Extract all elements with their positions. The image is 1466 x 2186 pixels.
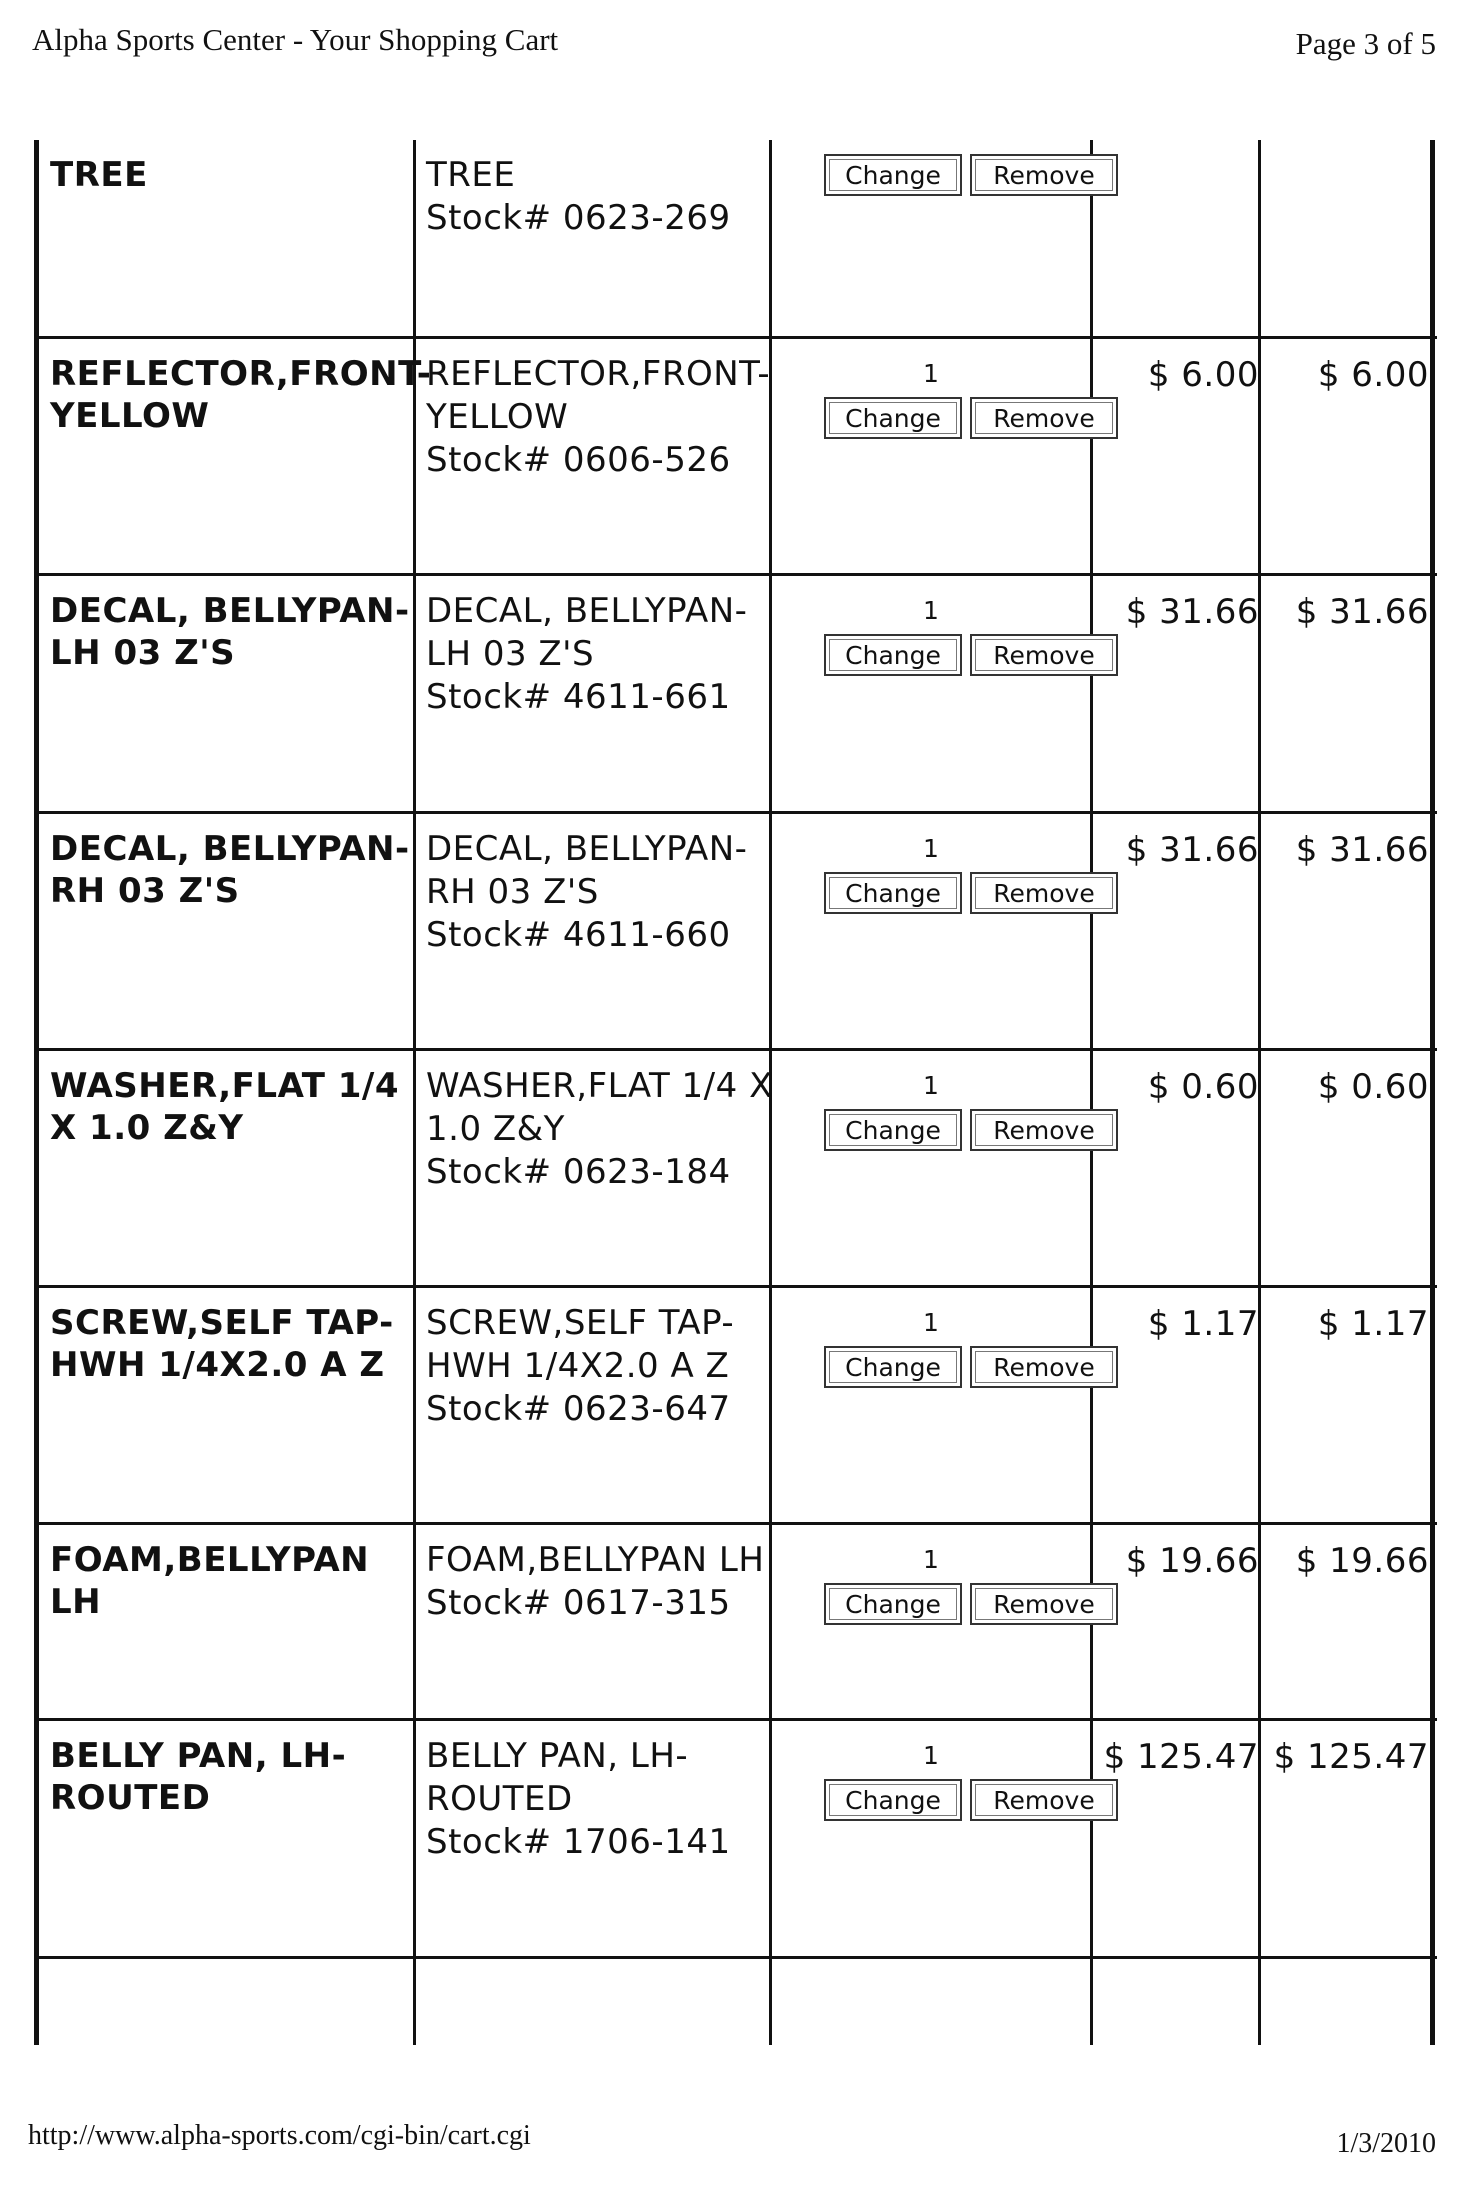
page-footer-url: http://www.alpha-sports.com/cgi-bin/cart.cgi bbox=[28, 2120, 531, 2151]
item-description-line: RH 03 Z'S bbox=[426, 872, 599, 912]
quantity-cell bbox=[776, 140, 1131, 336]
item-stock-number: Stock# 4611-660 bbox=[426, 915, 731, 955]
remove-button[interactable]: Remove bbox=[970, 872, 1118, 914]
quantity-value: 1 bbox=[923, 1741, 939, 1770]
unit-price: $ 31.66 bbox=[1125, 592, 1259, 632]
item-description-line: REFLECTOR,FRONT- bbox=[426, 354, 771, 394]
item-stock-number: Stock# 0623-184 bbox=[426, 1152, 731, 1192]
item-description-line: WASHER,FLAT 1/4 X bbox=[426, 1066, 773, 1106]
remove-button[interactable]: Remove bbox=[970, 1779, 1118, 1821]
item-description bbox=[426, 1525, 796, 1718]
unit-price: $ 19.66 bbox=[1125, 1541, 1259, 1581]
item-name: BELLY PAN, LH-ROUTED bbox=[50, 1736, 347, 1818]
item-description-line: BELLY PAN, LH- bbox=[426, 1736, 689, 1776]
remove-button[interactable]: Remove bbox=[970, 1583, 1118, 1625]
unit-price: $ 0.60 bbox=[1147, 1067, 1259, 1107]
quantity-value: 1 bbox=[923, 1308, 939, 1337]
quantity-cell bbox=[776, 339, 1131, 573]
item-stock-number: Stock# 1706-141 bbox=[426, 1822, 731, 1862]
item-description-line: HWH 1/4X2.0 A Z bbox=[426, 1346, 730, 1386]
item-description-line: ROUTED bbox=[426, 1779, 573, 1819]
item-stock-number: Stock# 0623-269 bbox=[426, 198, 731, 238]
item-name: DECAL, BELLYPAN-RH 03 Z'S bbox=[50, 829, 410, 911]
remove-button[interactable]: Remove bbox=[970, 1109, 1118, 1151]
item-description bbox=[426, 814, 796, 1048]
cart-row bbox=[34, 814, 1437, 1048]
line-total: $ 1.17 bbox=[1317, 1304, 1429, 1344]
page-header-title: Alpha Sports Center - Your Shopping Cart bbox=[32, 22, 559, 57]
item-description bbox=[426, 339, 796, 573]
item-description-line: DECAL, BELLYPAN- bbox=[426, 829, 748, 869]
item-description-line: LH 03 Z'S bbox=[426, 634, 595, 674]
change-button[interactable]: Change bbox=[824, 1779, 962, 1821]
remove-button[interactable]: Remove bbox=[970, 634, 1118, 676]
row-divider bbox=[34, 1956, 1437, 1959]
quantity-value: 1 bbox=[923, 359, 939, 388]
quantity-cell bbox=[776, 1525, 1131, 1718]
item-name: REFLECTOR,FRONT-YELLOW bbox=[50, 354, 432, 436]
line-total: $ 31.66 bbox=[1295, 592, 1429, 632]
line-total: $ 125.47 bbox=[1273, 1737, 1429, 1777]
item-description-line: DECAL, BELLYPAN- bbox=[426, 591, 748, 631]
item-description bbox=[426, 1721, 796, 1956]
item-description-line: SCREW,SELF TAP- bbox=[426, 1303, 735, 1343]
cart-row bbox=[34, 1051, 1437, 1285]
cart-row bbox=[34, 1721, 1437, 1956]
quantity-value: 1 bbox=[923, 1545, 939, 1574]
item-stock-number: Stock# 0617-315 bbox=[426, 1583, 731, 1623]
item-description bbox=[426, 576, 796, 811]
unit-price: $ 31.66 bbox=[1125, 830, 1259, 870]
page-footer-date: 1/3/2010 bbox=[1336, 2128, 1436, 2159]
cart-row bbox=[34, 339, 1437, 573]
remove-button[interactable]: Remove bbox=[970, 154, 1118, 196]
item-name: SCREW,SELF TAP-HWH 1/4X2.0 A Z bbox=[50, 1303, 394, 1385]
quantity-value: 1 bbox=[923, 834, 939, 863]
page-number: Page 3 of 5 bbox=[1295, 26, 1436, 61]
item-description bbox=[426, 1051, 796, 1285]
quantity-cell bbox=[776, 1288, 1131, 1522]
item-description bbox=[426, 1288, 796, 1522]
line-total: $ 6.00 bbox=[1317, 355, 1429, 395]
cart-table bbox=[34, 140, 1437, 2045]
item-name: WASHER,FLAT 1/4 X 1.0 Z&Y bbox=[50, 1066, 400, 1148]
unit-price: $ 125.47 bbox=[1103, 1737, 1259, 1777]
line-total bbox=[1269, 140, 1429, 336]
remove-button[interactable]: Remove bbox=[970, 397, 1118, 439]
change-button[interactable]: Change bbox=[824, 154, 962, 196]
change-button[interactable]: Change bbox=[824, 397, 962, 439]
line-total: $ 31.66 bbox=[1295, 830, 1429, 870]
item-description-line: FOAM,BELLYPAN LH bbox=[426, 1540, 765, 1580]
item-description-line: 1.0 Z&Y bbox=[426, 1109, 565, 1149]
change-button[interactable]: Change bbox=[824, 1109, 962, 1151]
quantity-cell bbox=[776, 814, 1131, 1048]
change-button[interactable]: Change bbox=[824, 1346, 962, 1388]
item-name: DECAL, BELLYPAN-LH 03 Z'S bbox=[50, 591, 410, 673]
cart-row bbox=[34, 140, 1437, 336]
unit-price: $ 6.00 bbox=[1147, 355, 1259, 395]
item-name: TREE bbox=[50, 155, 148, 195]
quantity-cell bbox=[776, 576, 1131, 811]
cart-row bbox=[34, 1525, 1437, 1718]
quantity-value: 1 bbox=[923, 1071, 939, 1100]
item-stock-number: Stock# 4611-661 bbox=[426, 677, 731, 717]
cart-row bbox=[34, 576, 1437, 811]
line-total: $ 19.66 bbox=[1295, 1541, 1429, 1581]
quantity-value: 1 bbox=[923, 596, 939, 625]
quantity-cell bbox=[776, 1721, 1131, 1956]
unit-price: $ 1.17 bbox=[1147, 1304, 1259, 1344]
item-stock-number: Stock# 0623-647 bbox=[426, 1389, 731, 1429]
line-total: $ 0.60 bbox=[1317, 1067, 1429, 1107]
quantity-cell bbox=[776, 1051, 1131, 1285]
unit-price bbox=[1099, 140, 1259, 336]
cart-row bbox=[34, 1288, 1437, 1522]
change-button[interactable]: Change bbox=[824, 634, 962, 676]
item-description bbox=[426, 140, 796, 336]
change-button[interactable]: Change bbox=[824, 1583, 962, 1625]
item-description-line: YELLOW bbox=[426, 397, 569, 437]
change-button[interactable]: Change bbox=[824, 872, 962, 914]
item-description-line: TREE bbox=[426, 155, 516, 195]
item-name: FOAM,BELLYPAN LH bbox=[50, 1540, 370, 1622]
item-stock-number: Stock# 0606-526 bbox=[426, 440, 731, 480]
remove-button[interactable]: Remove bbox=[970, 1346, 1118, 1388]
